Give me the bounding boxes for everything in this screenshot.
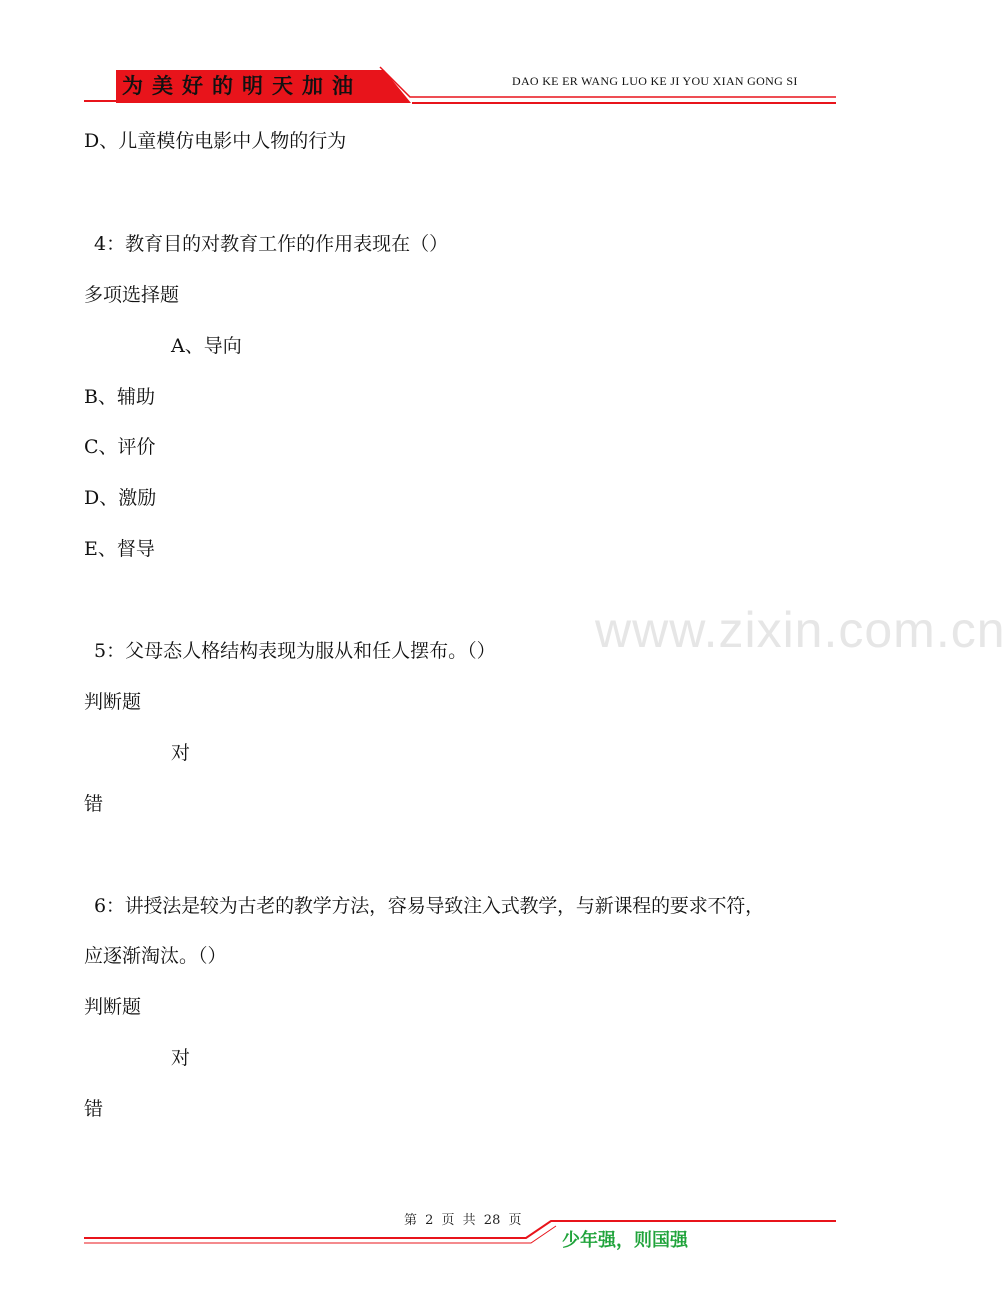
footer-decoration-lines: [0, 1200, 920, 1260]
question-5-option-true: 对: [171, 742, 191, 764]
question-6-option-false: 错: [84, 1098, 104, 1120]
question-5-type: 判断题: [84, 691, 142, 713]
question-4-option-d: D、激励: [84, 487, 157, 509]
question-6-stem-line2: 应逐渐淘汰。（）: [84, 945, 227, 967]
question-4-option-b: B、辅助: [84, 386, 155, 408]
question-4-option-c: C、评价: [84, 436, 156, 458]
question-6-type: 判断题: [84, 996, 142, 1018]
watermark: www.zixin.com.cn: [595, 602, 1006, 658]
question-6-stem-line1: 6：讲授法是较为古老的教学方法，容易导致注入式教学，与新课程的要求不符，: [94, 895, 764, 917]
prev-question-option-d: D、儿童模仿电影中人物的行为: [84, 130, 347, 152]
footer-slogan: 少年强，则国强: [562, 1230, 688, 1251]
question-4-option-e: E、督导: [84, 538, 155, 560]
page-number: 第 2 页 共 28 页: [404, 1213, 522, 1228]
company-name: DAO KE ER WANG LUO KE JI YOU XIAN GONG SI: [512, 74, 798, 88]
question-4-stem: 4：教育目的对教育工作的作用表现在（）: [94, 233, 449, 255]
question-4-type: 多项选择题: [84, 284, 180, 306]
header-slogan: 为美好的明天加油: [122, 74, 362, 98]
question-6-option-true: 对: [171, 1047, 191, 1069]
question-5-stem: 5：父母态人格结构表现为服从和任人摆布。（）: [94, 640, 496, 662]
question-5-option-false: 错: [84, 793, 104, 815]
question-4-option-a: A、导向: [171, 335, 242, 357]
